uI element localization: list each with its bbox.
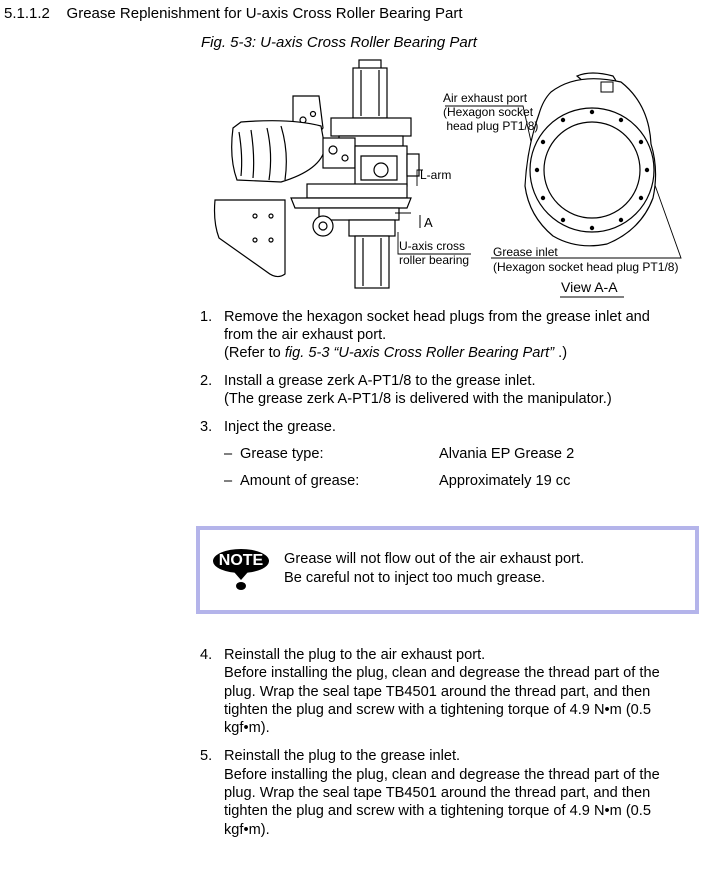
upper-housing xyxy=(331,118,411,136)
figure-caption: Fig. 5-3: U-axis Cross Roller Bearing Part xyxy=(201,34,477,51)
ref-figure: fig. 5-3 xyxy=(284,345,330,361)
grease-type-row xyxy=(224,445,700,463)
step-text: kgf•m). xyxy=(224,720,270,737)
step-text: tighten the plug and screw with a tightening torque of 4.9 N•m (0.5 xyxy=(224,701,651,718)
step-2 xyxy=(200,372,700,408)
bearing-label-2: roller bearing xyxy=(399,253,470,267)
step-text: Install a grease zerk A-PT1/8 to the grease inlet. xyxy=(224,373,536,389)
section-heading xyxy=(4,5,463,22)
step-text: tighten the plug and screw with a tightening torque of 4.9 N•m (0.5 xyxy=(224,803,651,820)
step-text: Before installing the plug, clean and degrease the thread part of the xyxy=(224,665,660,682)
step-1 xyxy=(200,308,700,362)
section-number: 5.1.1.2 xyxy=(4,5,50,22)
step-text: plug. Wrap the seal tape TB4501 around the thread part, and then xyxy=(224,683,651,700)
note-line: Be careful not to inject too much grease. xyxy=(284,570,546,586)
figure-reference xyxy=(224,344,700,362)
section-marker-label: A xyxy=(424,215,433,230)
inlet-label-1: Grease inlet xyxy=(493,245,558,259)
note-badge: NOTE xyxy=(218,552,264,569)
list-dash: – xyxy=(224,473,233,489)
step-text: Inject the grease. xyxy=(224,419,336,435)
note-text xyxy=(284,550,584,588)
step-text: Before installing the plug, clean and degrease the thread part of the xyxy=(224,766,660,783)
grease-type-value: Alvania EP Grease 2 xyxy=(439,446,575,462)
step-text: from the air exhaust port. xyxy=(224,327,387,343)
ref-prefix: (Refer to xyxy=(224,345,285,361)
upper-motor xyxy=(353,68,387,118)
section-title: Grease Replenishment for U-axis Cross Roller Bearing Part xyxy=(66,5,463,22)
grease-amount-value: Approximately 19 cc xyxy=(439,473,571,489)
step-number: 2. xyxy=(200,373,213,389)
bearing-label-1: U-axis cross xyxy=(399,239,466,253)
list-dash: – xyxy=(224,446,233,462)
step-4 xyxy=(200,646,700,737)
exhaust-label-2: (Hexagon socket xyxy=(443,105,534,119)
step-title: Reinstall the plug to the grease inlet. xyxy=(224,748,461,765)
motor-body xyxy=(232,121,325,182)
view-aa-casing xyxy=(525,73,656,246)
bearing-figure xyxy=(211,58,691,298)
step-title: Reinstall the plug to the air exhaust port. xyxy=(224,647,486,663)
view-aa-label: View A-A xyxy=(561,279,618,295)
ref-title: “U-axis Cross Roller Bearing Part” xyxy=(329,345,555,361)
step-text: kgf•m). xyxy=(224,821,270,838)
step-text: plug. Wrap the seal tape TB4501 around the thread part, and then xyxy=(224,785,651,802)
bearing-ring xyxy=(349,220,395,236)
grease-amount-row xyxy=(224,472,700,490)
exhaust-label-1: Air exhaust port xyxy=(443,91,528,105)
step-number: 3. xyxy=(200,419,213,435)
note-line: Grease will not flow out of the air exhaust port. xyxy=(284,551,585,567)
steps-list-continued xyxy=(200,646,700,849)
step-number: 1. xyxy=(200,309,213,325)
step-text: (The grease zerk A-PT1/8 is delivered with the manipulator.) xyxy=(224,391,612,407)
step-number: 4. xyxy=(200,647,213,663)
base-plate xyxy=(215,200,286,277)
step-number: 5. xyxy=(200,748,213,765)
step-text: Remove the hexagon socket head plugs from the grease inlet and xyxy=(224,309,650,325)
lower-motor xyxy=(355,236,389,288)
l-arm-label: L-arm xyxy=(420,168,452,182)
grease-type-key: Grease type: xyxy=(240,446,324,462)
inlet-label-2: (Hexagon socket head plug PT1/8) xyxy=(493,260,679,274)
step-3 xyxy=(200,418,700,490)
step-5 xyxy=(200,747,700,838)
grease-amount-key: Amount of grease: xyxy=(240,473,360,489)
steps-list xyxy=(200,308,700,500)
note-box xyxy=(196,526,699,614)
exhaust-label-3: head plug PT1/8) xyxy=(443,119,539,133)
lower-link xyxy=(307,184,407,198)
ref-suffix: .) xyxy=(554,345,568,361)
